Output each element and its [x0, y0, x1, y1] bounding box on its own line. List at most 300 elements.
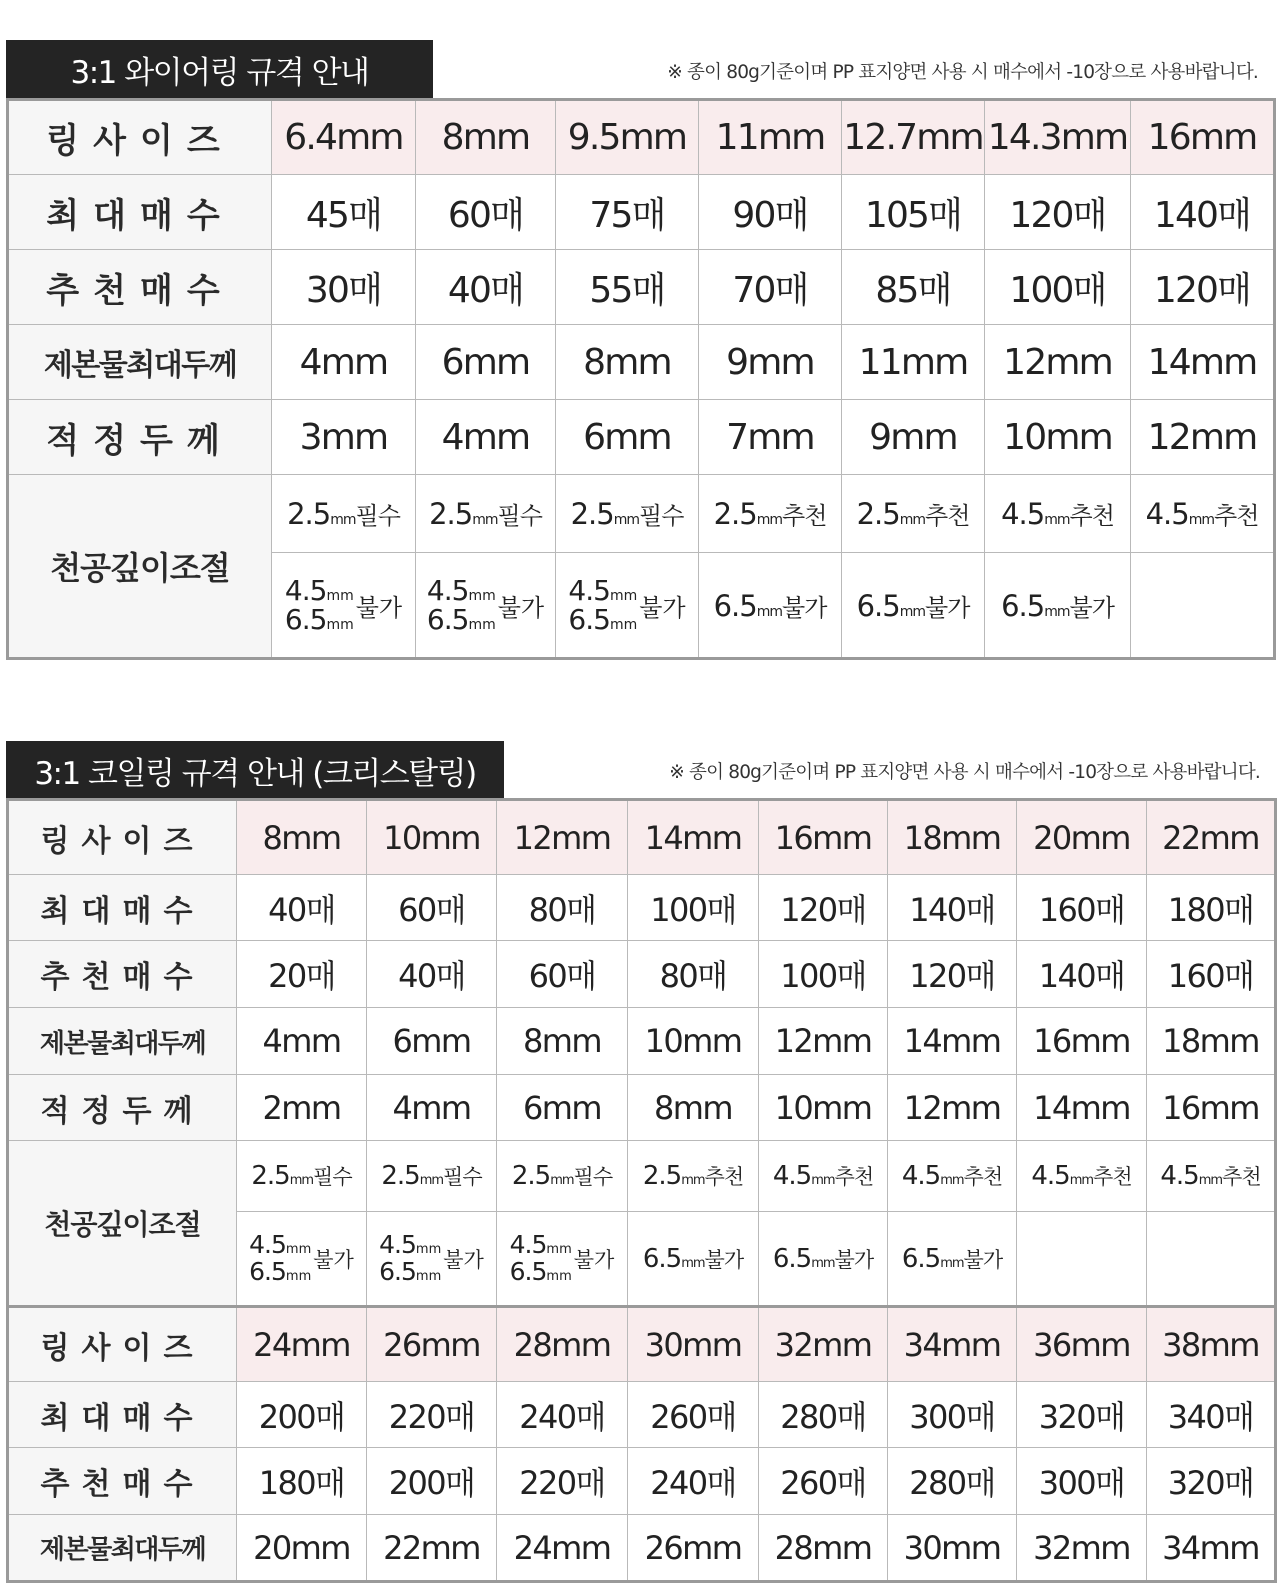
- punch-value: [571, 496, 684, 531]
- punch-stack: [284, 573, 354, 636]
- cell-rec-sheets: 240매: [628, 1448, 759, 1515]
- punch-line: [379, 1232, 441, 1258]
- cell-proper-thickness: 4mm: [367, 1075, 497, 1141]
- punch-line: [427, 605, 496, 634]
- cell-max-thickness: 30mm: [888, 1515, 1017, 1582]
- cell-rec-sheets: 60매: [497, 941, 628, 1008]
- punch-status: 추천: [963, 1165, 1003, 1189]
- cell-rec-sheets: 85매: [842, 250, 985, 325]
- punch-number: 6.5: [772, 1243, 812, 1274]
- cell-rec-sheets: 120매: [1131, 250, 1275, 325]
- punch-status: 추천: [1222, 1165, 1261, 1189]
- row-label-ring-size: 링사이즈: [8, 1307, 237, 1382]
- punch-value: [1001, 496, 1114, 531]
- punch-number: 6.5: [379, 1256, 416, 1286]
- cell-rec-sheets: 55매: [556, 250, 699, 325]
- cell-max-thickness: 12mm: [985, 325, 1131, 400]
- punch-number: 2.5: [287, 497, 331, 531]
- punch-status: 추천: [782, 502, 827, 530]
- punch-unit: mm: [609, 617, 638, 633]
- cell-proper-thickness: 6mm: [556, 400, 699, 475]
- row-ring-size: [8, 1307, 1276, 1382]
- cell-proper-thickness: 8mm: [628, 1075, 759, 1141]
- cell-proper-thickness: 7mm: [699, 400, 842, 475]
- cell-max-sheets: 300매: [888, 1382, 1017, 1448]
- coil-spec-table: [6, 798, 1277, 1583]
- punch-status: 불가: [639, 593, 686, 622]
- punch-value: [1001, 588, 1114, 623]
- punch-number: 4.5: [1031, 1161, 1070, 1191]
- cell-ring-size: 9.5mm: [556, 100, 699, 175]
- punch-number: 4.5: [901, 1161, 941, 1191]
- cell-punch-depth: [985, 475, 1131, 553]
- punch-unit: mm: [289, 1173, 314, 1188]
- punch-status: 불가: [925, 593, 970, 622]
- row-max-sheets: [8, 175, 1275, 250]
- cell-ring-size: 34mm: [888, 1307, 1017, 1382]
- punch-status: 불가: [355, 593, 403, 622]
- punch-value: [381, 1161, 481, 1191]
- row-ring-size: [8, 800, 1276, 875]
- punch-unit: mm: [415, 1242, 442, 1258]
- cell-proper-thickness: 10mm: [759, 1075, 888, 1141]
- punch-stack: [568, 573, 638, 636]
- cell-punch-depth: [628, 1212, 759, 1307]
- punch-double: [249, 1232, 354, 1285]
- cell-max-thickness: 6mm: [367, 1008, 497, 1075]
- cell-rec-sheets: 70매: [699, 250, 842, 325]
- punch-double: [426, 573, 545, 636]
- punch-status: 불가: [573, 1247, 615, 1272]
- cell-proper-thickness: 4mm: [416, 400, 556, 475]
- punch-status: 필수: [355, 502, 400, 530]
- punch-unit: mm: [468, 587, 496, 604]
- cell-punch-depth: [759, 1212, 888, 1307]
- punch-number: 4.5: [568, 573, 610, 607]
- cell-rec-sheets: 100매: [759, 941, 888, 1008]
- punch-number: 2.5: [642, 1161, 682, 1191]
- punch-number: 2.5: [713, 497, 757, 531]
- row-label-punch-depth: 천공깊이조절: [8, 475, 272, 659]
- punch-number: 6.5: [426, 603, 469, 636]
- cell-rec-sheets: 140매: [1017, 941, 1147, 1008]
- punch-status: 불가: [704, 1247, 744, 1272]
- punch-status: 추천: [1093, 1165, 1132, 1189]
- cell-punch-depth: [497, 1141, 628, 1212]
- cell-max-sheets: 160매: [1017, 875, 1147, 941]
- cell-proper-thickness: 2mm: [237, 1075, 367, 1141]
- cell-max-thickness: 8mm: [556, 325, 699, 400]
- cell-rec-sheets: 40매: [416, 250, 556, 325]
- row-punch-depth: [8, 475, 1275, 553]
- punch-value: [714, 496, 827, 531]
- row-label-max-thickness: 제본물최대두께: [8, 325, 272, 400]
- cell-punch-depth: [416, 475, 556, 553]
- row-max-sheets: [8, 1382, 1276, 1448]
- cell-punch-depth: [699, 553, 842, 659]
- cell-max-thickness: 6mm: [416, 325, 556, 400]
- cell-max-thickness: 12mm: [759, 1008, 888, 1075]
- punch-status: 불가: [834, 1247, 874, 1272]
- cell-max-thickness: 14mm: [888, 1008, 1017, 1075]
- cell-rec-sheets: 320매: [1147, 1448, 1276, 1515]
- cell-punch-depth: [237, 1141, 367, 1212]
- cell-proper-thickness: 16mm: [1147, 1075, 1276, 1141]
- punch-number: 2.5: [429, 497, 473, 531]
- punch-number: 4.5: [426, 573, 469, 607]
- cell-ring-size: 8mm: [416, 100, 556, 175]
- cell-max-sheets: 280매: [759, 1382, 888, 1448]
- cell-max-thickness: 9mm: [699, 325, 842, 400]
- punch-number: 6.5: [856, 588, 900, 623]
- punch-number: 2.5: [511, 1161, 551, 1191]
- punch-number: 6.5: [1001, 588, 1045, 623]
- punch-double: [284, 573, 403, 636]
- cell-max-thickness: 16mm: [1017, 1008, 1147, 1075]
- punch-unit: mm: [899, 512, 926, 528]
- cell-proper-thickness: 12mm: [1131, 400, 1275, 475]
- cell-rec-sheets: 280매: [888, 1448, 1017, 1515]
- punch-line: [249, 1232, 311, 1258]
- cell-punch-depth: [842, 553, 985, 659]
- punch-number: 2.5: [251, 1161, 290, 1191]
- cell-rec-sheets: 200매: [367, 1448, 497, 1515]
- row-rec-sheets: [8, 250, 1275, 325]
- cell-max-sheets: 320매: [1017, 1382, 1147, 1448]
- punch-stack: [510, 1232, 572, 1285]
- row-label-punch-depth: 천공깊이조절: [8, 1141, 237, 1307]
- punch-unit: mm: [940, 1173, 964, 1188]
- punch-status: 불가: [443, 1247, 484, 1272]
- cell-ring-size: 20mm: [1017, 800, 1147, 875]
- punch-unit: mm: [681, 1255, 705, 1271]
- wire-spec-table: [6, 98, 1276, 660]
- cell-punch-depth: [1147, 1141, 1276, 1212]
- punch-stack: [426, 573, 496, 636]
- cell-ring-size: 6.4mm: [272, 100, 416, 175]
- row-proper-thickness: [8, 1075, 1276, 1141]
- cell-max-thickness: 22mm: [367, 1515, 497, 1582]
- punch-unit: mm: [419, 1173, 444, 1188]
- row-label-max-sheets: 최대매수: [8, 175, 272, 250]
- cell-max-thickness: 11mm: [842, 325, 985, 400]
- cell-max-thickness: 18mm: [1147, 1008, 1276, 1075]
- punch-unit: mm: [899, 603, 926, 620]
- cell-ring-size: 26mm: [367, 1307, 497, 1382]
- cell-ring-size: 11mm: [699, 100, 842, 175]
- cell-max-sheets: 140매: [888, 875, 1017, 941]
- cell-max-thickness: 28mm: [759, 1515, 888, 1582]
- cell-max-thickness: 26mm: [628, 1515, 759, 1582]
- coil-section-note: ※ 종이 80g기준이며 PP 표지양면 사용 시 매수에서 -10장으로 사용바랍니다.: [669, 762, 1260, 783]
- cell-rec-sheets: 260매: [759, 1448, 888, 1515]
- cell-ring-size: 14mm: [628, 800, 759, 875]
- cell-max-thickness: 34mm: [1147, 1515, 1276, 1582]
- cell-max-sheets: 200매: [237, 1382, 367, 1448]
- punch-value: [1031, 1161, 1131, 1191]
- cell-punch-depth: [1017, 1141, 1147, 1212]
- row-punch-depth: [8, 1141, 1276, 1212]
- punch-value: [857, 588, 970, 623]
- punch-unit: mm: [1069, 1173, 1094, 1188]
- punch-unit: mm: [472, 512, 498, 528]
- punch-unit: mm: [811, 1255, 835, 1271]
- punch-unit: mm: [1044, 512, 1070, 528]
- punch-unit: mm: [756, 603, 783, 620]
- cell-ring-size: 30mm: [628, 1307, 759, 1382]
- cell-proper-thickness: 6mm: [497, 1075, 628, 1141]
- cell-punch-depth: [759, 1141, 888, 1212]
- cell-max-sheets: 45매: [272, 175, 416, 250]
- row-label-ring-size: 링사이즈: [8, 100, 272, 175]
- punch-status: 불가: [963, 1247, 1003, 1272]
- punch-number: 6.5: [284, 603, 327, 636]
- punch-number: 2.5: [856, 497, 900, 531]
- cell-max-sheets: 120매: [759, 875, 888, 941]
- punch-status: 불가: [782, 593, 827, 622]
- row-rec-sheets: [8, 1448, 1276, 1515]
- punch-status: 추천: [834, 1165, 874, 1189]
- cell-max-sheets: 240매: [497, 1382, 628, 1448]
- punch-unit: mm: [550, 1173, 574, 1188]
- punch-line: [379, 1256, 442, 1286]
- punch-number: 4.5: [509, 1230, 547, 1260]
- cell-ring-size: 18mm: [888, 800, 1017, 875]
- cell-proper-thickness: 12mm: [888, 1075, 1017, 1141]
- punch-double: [510, 1232, 615, 1285]
- punch-unit: mm: [546, 1268, 572, 1284]
- cell-ring-size: 28mm: [497, 1307, 628, 1382]
- row-label-max-sheets: 최대매수: [8, 875, 237, 941]
- cell-ring-size: 10mm: [367, 800, 497, 875]
- cell-rec-sheets: 300매: [1017, 1448, 1147, 1515]
- punch-value: [902, 1244, 1002, 1274]
- punch-double: [379, 1232, 484, 1285]
- cell-ring-size: 8mm: [237, 800, 367, 875]
- punch-unit: mm: [326, 617, 354, 633]
- row-max-sheets: [8, 875, 1276, 941]
- punch-status: 불가: [313, 1247, 354, 1272]
- cell-punch-depth: [699, 475, 842, 553]
- punch-status: 추천: [1069, 502, 1114, 530]
- cell-ring-size: 22mm: [1147, 800, 1276, 875]
- cell-ring-size: 36mm: [1017, 1307, 1147, 1382]
- cell-max-thickness: 4mm: [237, 1008, 367, 1075]
- row-max-thickness: [8, 1008, 1276, 1075]
- punch-status: 불가: [1069, 593, 1114, 622]
- punch-status: 필수: [639, 502, 684, 530]
- cell-max-sheets: 140매: [1131, 175, 1275, 250]
- cell-rec-sheets: 220매: [497, 1448, 628, 1515]
- punch-unit: mm: [330, 512, 356, 528]
- punch-unit: mm: [285, 1242, 312, 1258]
- punch-value: [287, 496, 400, 531]
- cell-max-sheets: 180매: [1147, 875, 1276, 941]
- punch-status: 필수: [313, 1165, 352, 1189]
- cell-punch-depth: [497, 1212, 628, 1307]
- punch-unit: mm: [940, 1255, 964, 1271]
- punch-number: 6.5: [901, 1243, 941, 1274]
- cell-max-thickness: 8mm: [497, 1008, 628, 1075]
- cell-ring-size: 12mm: [497, 800, 628, 875]
- punch-unit: mm: [415, 1268, 442, 1284]
- cell-rec-sheets: 160매: [1147, 941, 1276, 1008]
- cell-max-sheets: 80매: [497, 875, 628, 941]
- cell-punch-depth: [237, 1212, 367, 1307]
- punch-unit: mm: [546, 1242, 572, 1258]
- punch-status: 필수: [573, 1165, 613, 1189]
- punch-line: [285, 605, 354, 634]
- cell-max-thickness: 32mm: [1017, 1515, 1147, 1582]
- punch-double: [568, 573, 686, 636]
- cell-max-thickness: 4mm: [272, 325, 416, 400]
- cell-rec-sheets: 30매: [272, 250, 416, 325]
- punch-unit: mm: [1044, 603, 1070, 620]
- punch-line: [426, 573, 496, 607]
- punch-number: 4.5: [1145, 497, 1189, 531]
- punch-value: [1160, 1161, 1260, 1191]
- coil-section-title: 3:1 코일링 규격 안내 (크리스탈링): [6, 741, 504, 799]
- cell-proper-thickness: 3mm: [272, 400, 416, 475]
- row-label-rec-sheets: 추천매수: [8, 941, 237, 1008]
- cell-ring-size: 16mm: [1131, 100, 1275, 175]
- cell-rec-sheets: 100매: [985, 250, 1131, 325]
- cell-punch-depth: [1131, 475, 1275, 553]
- cell-ring-size: 14.3mm: [985, 100, 1131, 175]
- row-label-proper-thickness: 적정두께: [8, 400, 272, 475]
- punch-number: 4.5: [1160, 1161, 1199, 1191]
- punch-unit: mm: [609, 587, 638, 604]
- row-label-rec-sheets: 추천매수: [8, 1448, 237, 1515]
- punch-number: 6.5: [713, 588, 757, 623]
- cell-ring-size: 38mm: [1147, 1307, 1276, 1382]
- wire-section-title: 3:1 와이어링 규격 안내: [6, 40, 433, 98]
- cell-punch-depth: [1131, 553, 1275, 659]
- punch-value: [902, 1161, 1002, 1191]
- punch-unit: mm: [468, 617, 496, 633]
- cell-max-sheets: 100매: [628, 875, 759, 941]
- cell-punch-depth: [416, 553, 556, 659]
- cell-punch-depth: [272, 475, 416, 553]
- cell-punch-depth: [556, 553, 699, 659]
- punch-number: 4.5: [1001, 497, 1045, 531]
- punch-line: [284, 573, 354, 607]
- punch-stack: [249, 1232, 311, 1285]
- cell-max-sheets: 260매: [628, 1382, 759, 1448]
- punch-value: [714, 588, 827, 623]
- cell-proper-thickness: 14mm: [1017, 1075, 1147, 1141]
- cell-rec-sheets: 120매: [888, 941, 1017, 1008]
- cell-punch-depth: [272, 553, 416, 659]
- cell-punch-depth: [985, 553, 1131, 659]
- cell-rec-sheets: 180매: [237, 1448, 367, 1515]
- punch-value: [251, 1161, 351, 1191]
- cell-punch-depth: [888, 1141, 1017, 1212]
- punch-unit: mm: [1198, 1173, 1223, 1188]
- punch-unit: mm: [1188, 512, 1215, 528]
- row-proper-thickness: [8, 400, 1275, 475]
- punch-line: [249, 1256, 312, 1286]
- cell-ring-size: 32mm: [759, 1307, 888, 1382]
- cell-max-sheets: 120매: [985, 175, 1131, 250]
- cell-max-sheets: 105매: [842, 175, 985, 250]
- cell-punch-depth: [556, 475, 699, 553]
- punch-line: [568, 605, 637, 634]
- cell-max-thickness: 20mm: [237, 1515, 367, 1582]
- punch-number: 6.5: [642, 1243, 682, 1274]
- punch-number: 2.5: [381, 1161, 420, 1191]
- row-label-ring-size: 링사이즈: [8, 800, 237, 875]
- cell-proper-thickness: 9mm: [842, 400, 985, 475]
- cell-max-sheets: 220매: [367, 1382, 497, 1448]
- cell-punch-depth: [888, 1212, 1017, 1307]
- punch-unit: mm: [613, 512, 640, 528]
- cell-max-thickness: 10mm: [628, 1008, 759, 1075]
- punch-number: 4.5: [772, 1161, 812, 1191]
- row-label-max-sheets: 최대매수: [8, 1382, 237, 1448]
- punch-value: [643, 1161, 743, 1191]
- punch-number: 4.5: [284, 573, 327, 607]
- punch-unit: mm: [811, 1173, 835, 1188]
- punch-number: 6.5: [509, 1256, 547, 1286]
- punch-value: [857, 496, 970, 531]
- punch-unit: mm: [756, 512, 783, 528]
- cell-max-thickness: 24mm: [497, 1515, 628, 1582]
- punch-stack: [379, 1232, 441, 1285]
- cell-punch-depth: [628, 1141, 759, 1212]
- punch-number: 6.5: [249, 1256, 286, 1286]
- row-label-rec-sheets: 추천매수: [8, 250, 272, 325]
- punch-number: 4.5: [379, 1230, 416, 1260]
- punch-value: [1146, 496, 1259, 531]
- cell-max-thickness: 14mm: [1131, 325, 1275, 400]
- punch-number: 2.5: [570, 497, 614, 531]
- cell-rec-sheets: 40매: [367, 941, 497, 1008]
- cell-max-sheets: 75매: [556, 175, 699, 250]
- punch-value: [643, 1244, 743, 1274]
- row-label-proper-thickness: 적정두께: [8, 1075, 237, 1141]
- punch-status: 추천: [925, 502, 970, 530]
- punch-status: 필수: [497, 502, 542, 530]
- cell-proper-thickness: 10mm: [985, 400, 1131, 475]
- cell-max-sheets: 90매: [699, 175, 842, 250]
- punch-value: [773, 1161, 873, 1191]
- cell-punch-depth: [367, 1212, 497, 1307]
- punch-value: [429, 496, 542, 531]
- row-max-thickness: [8, 325, 1275, 400]
- cell-punch-depth: [1147, 1212, 1276, 1307]
- punch-status: 필수: [443, 1165, 482, 1189]
- punch-value: [512, 1161, 612, 1191]
- cell-max-sheets: 60매: [416, 175, 556, 250]
- cell-ring-size: 12.7mm: [842, 100, 985, 175]
- row-rec-sheets: [8, 941, 1276, 1008]
- cell-rec-sheets: 80매: [628, 941, 759, 1008]
- punch-number: 4.5: [249, 1230, 286, 1260]
- punch-unit: mm: [285, 1268, 312, 1284]
- punch-number: 6.5: [568, 603, 610, 636]
- punch-status: 추천: [704, 1165, 744, 1189]
- punch-value: [773, 1244, 873, 1274]
- cell-punch-depth: [842, 475, 985, 553]
- punch-unit: mm: [326, 587, 354, 604]
- cell-ring-size: 24mm: [237, 1307, 367, 1382]
- punch-unit: mm: [681, 1173, 705, 1188]
- cell-max-sheets: 340매: [1147, 1382, 1276, 1448]
- cell-ring-size: 16mm: [759, 800, 888, 875]
- row-label-max-thickness: 제본물최대두께: [8, 1515, 237, 1582]
- cell-punch-depth: [367, 1141, 497, 1212]
